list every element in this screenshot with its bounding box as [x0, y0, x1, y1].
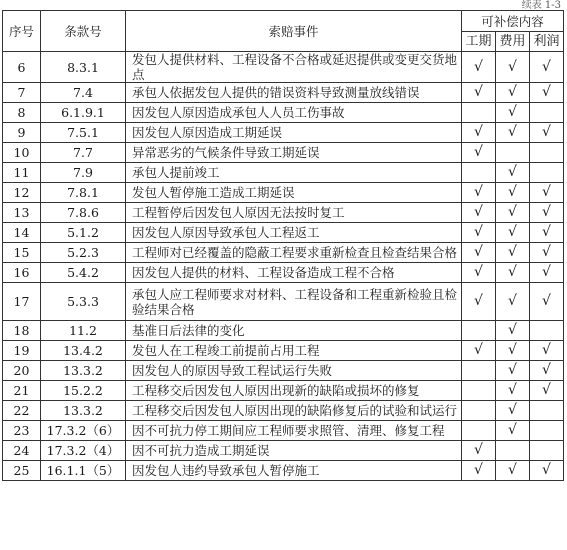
- row-profit-check: [530, 401, 564, 421]
- row-seq: 18: [3, 321, 41, 341]
- row-profit-check: [530, 441, 564, 461]
- row-period-check: [462, 103, 496, 123]
- table-row: [3, 321, 564, 341]
- claims-table: [2, 10, 564, 481]
- row-period-check: √: [462, 341, 496, 361]
- table-row: [3, 183, 564, 203]
- row-period-check: √: [462, 123, 496, 143]
- row-event: 因发包人原因导致承包人工程返工: [126, 223, 462, 243]
- row-seq: 8: [3, 103, 41, 123]
- table-row: [3, 441, 564, 461]
- row-clause: 11.2: [41, 321, 126, 341]
- row-event: 因发包人原因造成承包人人员工伤事故: [126, 103, 462, 123]
- row-cost-check: √: [496, 361, 530, 381]
- row-event: 发包人暂停施工造成工期延误: [126, 183, 462, 203]
- row-event: 工程师对已经覆盖的隐蔽工程要求重新检查且检查结果合格: [126, 243, 462, 263]
- row-period-check: √: [462, 283, 496, 321]
- row-period-check: [462, 163, 496, 183]
- row-seq: 6: [3, 52, 41, 83]
- row-clause: 5.3.3: [41, 283, 126, 321]
- row-clause: 13.3.2: [41, 401, 126, 421]
- row-seq: 7: [3, 83, 41, 103]
- header-event: 索赔事件: [126, 11, 462, 52]
- row-seq: 10: [3, 143, 41, 163]
- row-profit-check: [530, 321, 564, 341]
- row-event: 发包人在工程竣工前提前占用工程: [126, 341, 462, 361]
- row-seq: 19: [3, 341, 41, 361]
- row-event: 承包人提前竣工: [126, 163, 462, 183]
- row-period-check: √: [462, 223, 496, 243]
- row-seq: 11: [3, 163, 41, 183]
- header-period: 工期: [462, 32, 496, 52]
- row-period-check: [462, 421, 496, 441]
- row-event: 承包人依据发包人提供的错误资料导致测量放线错误: [126, 83, 462, 103]
- row-profit-check: √: [530, 203, 564, 223]
- row-period-check: √: [462, 441, 496, 461]
- row-event: 因发包人违约导致承包人暂停施工: [126, 461, 462, 481]
- row-seq: 9: [3, 123, 41, 143]
- row-clause: 13.4.2: [41, 341, 126, 361]
- row-seq: 25: [3, 461, 41, 481]
- table-row: [3, 283, 564, 321]
- row-cost-check: √: [496, 263, 530, 283]
- row-profit-check: √: [530, 341, 564, 361]
- row-profit-check: [530, 103, 564, 123]
- table-row: [3, 461, 564, 481]
- row-event: 工程暂停后因发包人原因无法按时复工: [126, 203, 462, 223]
- continued-note: 续表 1-3: [521, 0, 561, 11]
- row-clause: 8.3.1: [41, 52, 126, 83]
- row-period-check: √: [462, 143, 496, 163]
- row-cost-check: √: [496, 421, 530, 441]
- row-event: 发包人提供材料、工程设备不合格或延迟提供或变更交货地点: [126, 52, 462, 83]
- row-seq: 14: [3, 223, 41, 243]
- row-cost-check: √: [496, 83, 530, 103]
- row-profit-check: √: [530, 283, 564, 321]
- header-profit: 利润: [530, 32, 564, 52]
- row-seq: 23: [3, 421, 41, 441]
- row-seq: 15: [3, 243, 41, 263]
- row-clause: 7.5.1: [41, 123, 126, 143]
- table-header: [3, 11, 564, 52]
- row-cost-check: √: [496, 341, 530, 361]
- row-period-check: √: [462, 83, 496, 103]
- row-clause: 17.3.2（4）: [41, 441, 126, 461]
- table-row: [3, 421, 564, 441]
- row-clause: 7.9: [41, 163, 126, 183]
- row-period-check: [462, 361, 496, 381]
- row-event: 因不可抗力停工期间应工程师要求照管、清理、修复工程: [126, 421, 462, 441]
- row-cost-check: [496, 143, 530, 163]
- row-clause: 5.1.2: [41, 223, 126, 243]
- table-row: [3, 341, 564, 361]
- row-cost-check: √: [496, 283, 530, 321]
- header-compensable: 可补偿内容: [462, 11, 564, 32]
- row-clause: 13.3.2: [41, 361, 126, 381]
- table-row: [3, 361, 564, 381]
- table-row: [3, 203, 564, 223]
- row-event: 异常恶劣的气候条件导致工期延误: [126, 143, 462, 163]
- row-clause: 16.1.1（5）: [41, 461, 126, 481]
- header-cost: 费用: [496, 32, 530, 52]
- row-profit-check: √: [530, 461, 564, 481]
- row-period-check: √: [462, 203, 496, 223]
- row-event: 因发包人原因造成工期延误: [126, 123, 462, 143]
- row-profit-check: √: [530, 381, 564, 401]
- row-profit-check: √: [530, 183, 564, 203]
- row-seq: 20: [3, 361, 41, 381]
- row-event: 因发包人提供的材料、工程设备造成工程不合格: [126, 263, 462, 283]
- row-profit-check: √: [530, 52, 564, 83]
- row-seq: 17: [3, 283, 41, 321]
- table-row: [3, 263, 564, 283]
- row-clause: 5.4.2: [41, 263, 126, 283]
- row-period-check: √: [462, 52, 496, 83]
- table-row: [3, 243, 564, 263]
- row-period-check: [462, 401, 496, 421]
- row-profit-check: √: [530, 361, 564, 381]
- table-row: [3, 123, 564, 143]
- row-cost-check: √: [496, 461, 530, 481]
- table-row: [3, 381, 564, 401]
- table-row: [3, 52, 564, 83]
- row-profit-check: [530, 421, 564, 441]
- row-period-check: [462, 381, 496, 401]
- header-seq: 序号: [3, 11, 41, 52]
- row-profit-check: √: [530, 243, 564, 263]
- row-clause: 7.4: [41, 83, 126, 103]
- row-cost-check: √: [496, 163, 530, 183]
- row-cost-check: √: [496, 203, 530, 223]
- row-cost-check: √: [496, 123, 530, 143]
- row-seq: 21: [3, 381, 41, 401]
- row-seq: 22: [3, 401, 41, 421]
- row-period-check: √: [462, 461, 496, 481]
- row-seq: 13: [3, 203, 41, 223]
- row-seq: 12: [3, 183, 41, 203]
- row-profit-check: [530, 163, 564, 183]
- row-cost-check: √: [496, 321, 530, 341]
- row-seq: 16: [3, 263, 41, 283]
- row-event: 基准日后法律的变化: [126, 321, 462, 341]
- row-event: 因发包人的原因导致工程试运行失败: [126, 361, 462, 381]
- row-clause: 6.1.9.1: [41, 103, 126, 123]
- row-event: 工程移交后因发包人原因出现新的缺陷或损坏的修复: [126, 381, 462, 401]
- table-row: [3, 401, 564, 421]
- row-clause: 7.8.1: [41, 183, 126, 203]
- table-row: [3, 143, 564, 163]
- table-row: [3, 83, 564, 103]
- row-seq: 24: [3, 441, 41, 461]
- row-clause: 7.7: [41, 143, 126, 163]
- row-clause: 15.2.2: [41, 381, 126, 401]
- row-period-check: √: [462, 263, 496, 283]
- row-period-check: [462, 321, 496, 341]
- row-cost-check: √: [496, 52, 530, 83]
- row-profit-check: √: [530, 263, 564, 283]
- header-clause: 条款号: [41, 11, 126, 52]
- row-cost-check: √: [496, 243, 530, 263]
- row-profit-check: √: [530, 223, 564, 243]
- row-clause: 17.3.2（6）: [41, 421, 126, 441]
- table-row: [3, 163, 564, 183]
- row-cost-check: √: [496, 183, 530, 203]
- row-profit-check: √: [530, 83, 564, 103]
- row-event: 因不可抗力造成工期延误: [126, 441, 462, 461]
- row-period-check: √: [462, 243, 496, 263]
- row-profit-check: [530, 143, 564, 163]
- row-event: 承包人应工程师要求对材料、工程设备和工程重新检验且检验结果合格: [126, 283, 462, 321]
- row-event: 工程移交后因发包人原因出现的缺陷修复后的试验和试运行: [126, 401, 462, 421]
- row-cost-check: √: [496, 223, 530, 243]
- row-cost-check: √: [496, 103, 530, 123]
- row-clause: 5.2.3: [41, 243, 126, 263]
- row-period-check: √: [462, 183, 496, 203]
- row-cost-check: √: [496, 401, 530, 421]
- row-profit-check: √: [530, 123, 564, 143]
- table-body: [3, 52, 564, 481]
- row-clause: 7.8.6: [41, 203, 126, 223]
- table-row: [3, 223, 564, 243]
- row-cost-check: [496, 441, 530, 461]
- table-row: [3, 103, 564, 123]
- row-cost-check: √: [496, 381, 530, 401]
